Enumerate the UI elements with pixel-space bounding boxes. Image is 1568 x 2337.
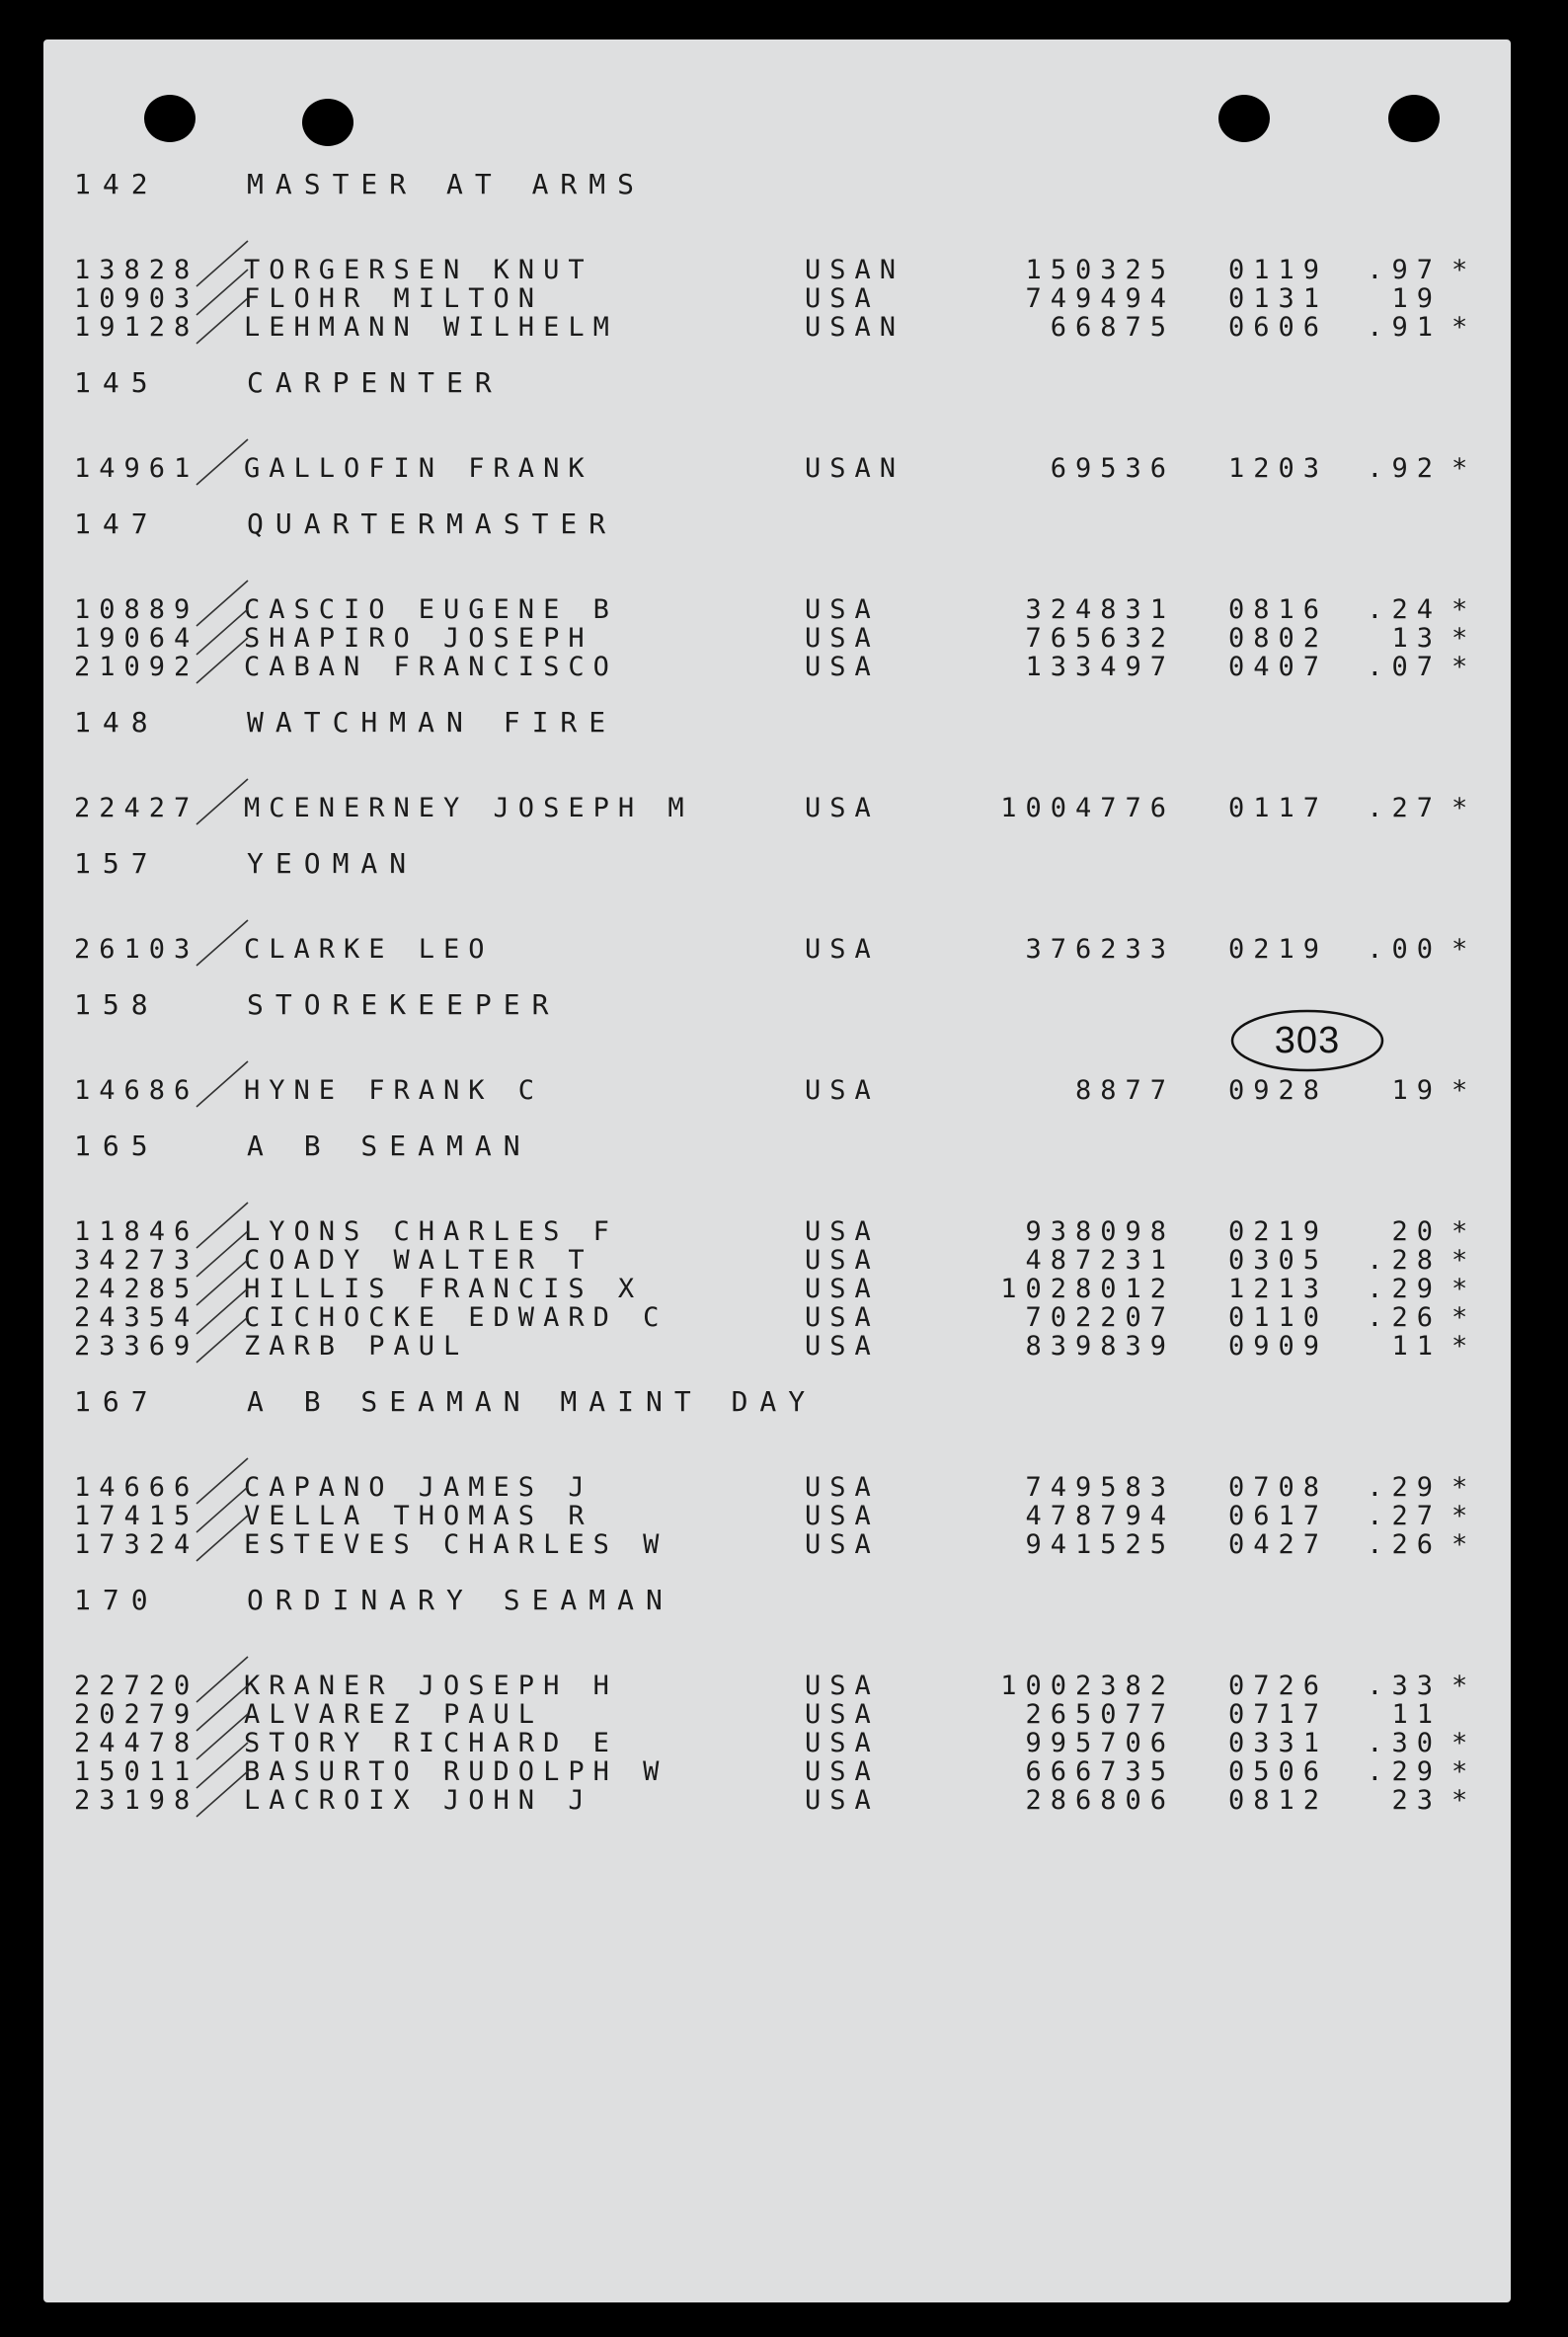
crew-id: 24478 bbox=[74, 1728, 199, 1758]
rate-value: 19 bbox=[1391, 283, 1442, 314]
crew-name: HILLIS FRANCIS X bbox=[244, 1274, 644, 1304]
section-header bbox=[74, 988, 1456, 1075]
rate-value: 20 bbox=[1391, 1216, 1442, 1247]
date-code: 0407 bbox=[1227, 652, 1328, 682]
rating-code: 158 bbox=[74, 988, 160, 1021]
status-mark: * bbox=[1451, 1529, 1477, 1560]
crew-row bbox=[74, 623, 1477, 654]
status-mark: * bbox=[1451, 623, 1477, 654]
section-header bbox=[74, 168, 1456, 255]
crew-row bbox=[74, 1472, 1477, 1503]
rate-value: .29 bbox=[1367, 1756, 1442, 1787]
crew-number: 702207 bbox=[1025, 1302, 1175, 1333]
crew-number: 487231 bbox=[1025, 1245, 1175, 1276]
crew-number: 69536 bbox=[1050, 453, 1175, 484]
date-code: 0427 bbox=[1227, 1529, 1328, 1560]
crew-name: CABAN FRANCISCO bbox=[244, 652, 618, 682]
citizenship: USA bbox=[805, 1785, 880, 1816]
crew-row bbox=[74, 312, 1477, 343]
crew-id: 21092 bbox=[74, 652, 199, 682]
citizenship: USAN bbox=[805, 255, 905, 285]
crew-name: LYONS CHARLES F bbox=[244, 1216, 618, 1247]
crew-id: 17415 bbox=[74, 1501, 199, 1531]
rating-title: A B SEAMAN MAINT DAY bbox=[247, 1385, 818, 1418]
crew-name: STORY RICHARD E bbox=[244, 1728, 618, 1758]
rating-code: 170 bbox=[74, 1584, 160, 1616]
status-mark: * bbox=[1451, 453, 1477, 484]
citizenship: USA bbox=[805, 1274, 880, 1304]
date-code: 0717 bbox=[1227, 1699, 1328, 1730]
crew-number: 478794 bbox=[1025, 1501, 1175, 1531]
date-code: 0506 bbox=[1227, 1756, 1328, 1787]
citizenship: USA bbox=[805, 1728, 880, 1758]
section-header bbox=[74, 1130, 1456, 1216]
crew-id: 14686 bbox=[74, 1075, 199, 1106]
crew-number: 666735 bbox=[1025, 1756, 1175, 1787]
section-header bbox=[74, 507, 1456, 594]
citizenship: USA bbox=[805, 1216, 880, 1247]
citizenship: USA bbox=[805, 1472, 880, 1503]
crew-name: SHAPIRO JOSEPH bbox=[244, 623, 593, 654]
crew-name: HYNE FRANK C bbox=[244, 1075, 544, 1106]
status-mark: * bbox=[1451, 934, 1477, 965]
section-header bbox=[74, 847, 1456, 934]
crew-row bbox=[74, 1529, 1477, 1560]
rate-value: .29 bbox=[1367, 1472, 1442, 1503]
rating-section bbox=[74, 507, 1477, 682]
crew-row bbox=[74, 453, 1477, 484]
crew-id: 14961 bbox=[74, 453, 199, 484]
crew-number: 749583 bbox=[1025, 1472, 1175, 1503]
rate-value: .33 bbox=[1367, 1671, 1442, 1701]
date-code: 0802 bbox=[1227, 623, 1328, 654]
rating-code: 148 bbox=[74, 706, 160, 739]
crew-row bbox=[74, 793, 1477, 823]
rating-section bbox=[74, 366, 1477, 484]
crew-row bbox=[74, 934, 1477, 965]
date-code: 0909 bbox=[1227, 1331, 1328, 1362]
date-code: 0219 bbox=[1227, 1216, 1328, 1247]
rating-code: 165 bbox=[74, 1130, 160, 1162]
punch-hole bbox=[1388, 95, 1440, 142]
crew-row bbox=[74, 255, 1477, 285]
rate-value: 11 bbox=[1391, 1331, 1442, 1362]
crew-id: 13828 bbox=[74, 255, 199, 285]
crew-name: COADY WALTER T bbox=[244, 1245, 593, 1276]
punch-hole bbox=[302, 99, 353, 146]
crew-id: 10903 bbox=[74, 283, 199, 314]
crew-number: 66875 bbox=[1050, 312, 1175, 343]
citizenship: USA bbox=[805, 1699, 880, 1730]
date-code: 0119 bbox=[1227, 255, 1328, 285]
date-code: 0812 bbox=[1227, 1785, 1328, 1816]
crew-number: 324831 bbox=[1025, 594, 1175, 625]
date-code: 0219 bbox=[1227, 934, 1328, 965]
status-mark: * bbox=[1451, 1728, 1477, 1758]
rate-value: .07 bbox=[1367, 652, 1442, 682]
stamp-number: 303 bbox=[1274, 1020, 1341, 1061]
crew-id: 24285 bbox=[74, 1274, 199, 1304]
date-code: 0606 bbox=[1227, 312, 1328, 343]
crew-name: GALLOFIN FRANK bbox=[244, 453, 593, 484]
rate-value: 13 bbox=[1391, 623, 1442, 654]
rating-title: MASTER AT ARMS bbox=[247, 168, 647, 200]
crew-number: 376233 bbox=[1025, 934, 1175, 965]
citizenship: USA bbox=[805, 652, 880, 682]
rating-section bbox=[74, 1130, 1477, 1362]
section-header bbox=[74, 706, 1456, 793]
crew-name: ALVAREZ PAUL bbox=[244, 1699, 544, 1730]
date-code: 0305 bbox=[1227, 1245, 1328, 1276]
citizenship: USA bbox=[805, 1671, 880, 1701]
crew-number: 8877 bbox=[1074, 1075, 1175, 1106]
crew-name: CLARKE LEO bbox=[244, 934, 494, 965]
rating-code: 145 bbox=[74, 366, 160, 399]
crew-number: 938098 bbox=[1025, 1216, 1175, 1247]
rate-value: .26 bbox=[1367, 1529, 1442, 1560]
crew-name: BASURTO RUDOLPH W bbox=[244, 1756, 668, 1787]
crew-row bbox=[74, 1785, 1477, 1816]
status-mark: * bbox=[1451, 1501, 1477, 1531]
crew-row bbox=[74, 1671, 1477, 1701]
status-mark: * bbox=[1451, 594, 1477, 625]
section-header bbox=[74, 1385, 1456, 1472]
crew-name: ESTEVES CHARLES W bbox=[244, 1529, 668, 1560]
crew-number: 995706 bbox=[1025, 1728, 1175, 1758]
citizenship: USA bbox=[805, 1501, 880, 1531]
crew-row bbox=[74, 594, 1477, 625]
status-mark: * bbox=[1451, 1756, 1477, 1787]
section-header bbox=[74, 366, 1456, 453]
crew-row bbox=[74, 652, 1477, 682]
rating-title: ORDINARY SEAMAN bbox=[247, 1584, 674, 1616]
crew-id: 14666 bbox=[74, 1472, 199, 1503]
crew-name: VELLA THOMAS R bbox=[244, 1501, 593, 1531]
crew-id: 34273 bbox=[74, 1245, 199, 1276]
crew-number: 265077 bbox=[1025, 1699, 1175, 1730]
citizenship: USA bbox=[805, 1075, 880, 1106]
crew-number: 1002382 bbox=[1000, 1671, 1175, 1701]
crew-id: 19064 bbox=[74, 623, 199, 654]
crew-number: 133497 bbox=[1025, 652, 1175, 682]
rating-title: QUARTERMASTER bbox=[247, 507, 618, 540]
crew-name: LACROIX JOHN J bbox=[244, 1785, 593, 1816]
crew-row bbox=[74, 1501, 1477, 1531]
rating-section bbox=[74, 706, 1477, 823]
crew-row bbox=[74, 1302, 1477, 1333]
crew-number: 765632 bbox=[1025, 623, 1175, 654]
crew-id: 24354 bbox=[74, 1302, 199, 1333]
crew-name: CICHOCKE EDWARD C bbox=[244, 1302, 668, 1333]
date-code: 1213 bbox=[1227, 1274, 1328, 1304]
date-code: 0726 bbox=[1227, 1671, 1328, 1701]
rate-value: .27 bbox=[1367, 1501, 1442, 1531]
crew-row bbox=[74, 1756, 1477, 1787]
rate-value: 11 bbox=[1391, 1699, 1442, 1730]
status-mark: * bbox=[1451, 1472, 1477, 1503]
date-code: 0131 bbox=[1227, 283, 1328, 314]
citizenship: USA bbox=[805, 283, 880, 314]
crew-row bbox=[74, 283, 1456, 312]
status-mark: * bbox=[1451, 1785, 1477, 1816]
rate-value: .97 bbox=[1367, 255, 1442, 285]
crew-name: MCENERNEY JOSEPH M bbox=[244, 793, 693, 823]
date-code: 0110 bbox=[1227, 1302, 1328, 1333]
crew-row bbox=[74, 1245, 1477, 1276]
crew-name: CASCIO EUGENE B bbox=[244, 594, 618, 625]
rating-title: YEOMAN bbox=[247, 847, 419, 880]
date-code: 0117 bbox=[1227, 793, 1328, 823]
citizenship: USAN bbox=[805, 312, 905, 343]
rate-value: .00 bbox=[1367, 934, 1442, 965]
crew-number: 1004776 bbox=[1000, 793, 1175, 823]
section-header bbox=[74, 1584, 1456, 1671]
rate-value: .28 bbox=[1367, 1245, 1442, 1276]
crew-name: KRANER JOSEPH H bbox=[244, 1671, 618, 1701]
rate-value: .24 bbox=[1367, 594, 1442, 625]
crew-id: 15011 bbox=[74, 1756, 199, 1787]
rating-section bbox=[74, 988, 1477, 1106]
rating-code: 147 bbox=[74, 507, 160, 540]
date-code: 0708 bbox=[1227, 1472, 1328, 1503]
crew-name: CAPANO JAMES J bbox=[244, 1472, 593, 1503]
date-code: 0617 bbox=[1227, 1501, 1328, 1531]
crew-number: 150325 bbox=[1025, 255, 1175, 285]
rate-value: 23 bbox=[1391, 1785, 1442, 1816]
status-mark: * bbox=[1451, 1331, 1477, 1362]
rate-value: .92 bbox=[1367, 453, 1442, 484]
crew-id: 23369 bbox=[74, 1331, 199, 1362]
rate-value: 19 bbox=[1391, 1075, 1442, 1106]
crew-name: LEHMANN WILHELM bbox=[244, 312, 618, 343]
rate-value: .30 bbox=[1367, 1728, 1442, 1758]
crew-id: 23198 bbox=[74, 1785, 199, 1816]
rating-code: 157 bbox=[74, 847, 160, 880]
crew-number: 839839 bbox=[1025, 1331, 1175, 1362]
crew-id: 10889 bbox=[74, 594, 199, 625]
status-mark: * bbox=[1451, 793, 1477, 823]
rating-section bbox=[74, 1385, 1477, 1560]
rate-value: .26 bbox=[1367, 1302, 1442, 1333]
rating-title: STOREKEEPER bbox=[247, 988, 561, 1021]
crew-name: TORGERSEN KNUT bbox=[244, 255, 593, 285]
rate-value: .27 bbox=[1367, 793, 1442, 823]
citizenship: USA bbox=[805, 1245, 880, 1276]
citizenship: USAN bbox=[805, 453, 905, 484]
crew-row bbox=[74, 1216, 1477, 1247]
punch-hole bbox=[1218, 95, 1270, 142]
citizenship: USA bbox=[805, 1302, 880, 1333]
crew-id: 26103 bbox=[74, 934, 199, 965]
crew-row bbox=[74, 1075, 1477, 1106]
rating-section bbox=[74, 847, 1477, 965]
crew-number: 286806 bbox=[1025, 1785, 1175, 1816]
rating-title: A B SEAMAN bbox=[247, 1130, 532, 1162]
crew-id: 22427 bbox=[74, 793, 199, 823]
status-mark: * bbox=[1451, 1671, 1477, 1701]
date-code: 0331 bbox=[1227, 1728, 1328, 1758]
rating-section bbox=[74, 1584, 1477, 1816]
crew-id: 19128 bbox=[74, 312, 199, 343]
rating-section bbox=[74, 168, 1477, 343]
date-code: 1203 bbox=[1227, 453, 1328, 484]
crew-roster bbox=[74, 168, 1477, 1816]
crew-row bbox=[74, 1699, 1456, 1728]
status-mark: * bbox=[1451, 1245, 1477, 1276]
citizenship: USA bbox=[805, 1756, 880, 1787]
rating-code: 167 bbox=[74, 1385, 160, 1418]
date-code: 0928 bbox=[1227, 1075, 1328, 1106]
crew-row bbox=[74, 1331, 1477, 1362]
date-code: 0816 bbox=[1227, 594, 1328, 625]
crew-id: 17324 bbox=[74, 1529, 199, 1560]
citizenship: USA bbox=[805, 623, 880, 654]
crew-row bbox=[74, 1728, 1477, 1758]
crew-number: 941525 bbox=[1025, 1529, 1175, 1560]
crew-number: 749494 bbox=[1025, 283, 1175, 314]
rate-value: .29 bbox=[1367, 1274, 1442, 1304]
rating-title: WATCHMAN FIRE bbox=[247, 706, 618, 739]
crew-row bbox=[74, 1274, 1477, 1304]
status-mark: * bbox=[1451, 255, 1477, 285]
punch-hole bbox=[144, 95, 196, 142]
rating-code: 142 bbox=[74, 168, 160, 200]
crew-name: FLOHR MILTON bbox=[244, 283, 544, 314]
crew-name: ZARB PAUL bbox=[244, 1331, 469, 1362]
citizenship: USA bbox=[805, 934, 880, 965]
status-mark: * bbox=[1451, 1274, 1477, 1304]
status-mark: * bbox=[1451, 312, 1477, 343]
rate-value: .91 bbox=[1367, 312, 1442, 343]
citizenship: USA bbox=[805, 1529, 880, 1560]
crew-id: 20279 bbox=[74, 1699, 199, 1730]
rating-title: CARPENTER bbox=[247, 366, 504, 399]
crew-number: 1028012 bbox=[1000, 1274, 1175, 1304]
crew-id: 11846 bbox=[74, 1216, 199, 1247]
crew-id: 22720 bbox=[74, 1671, 199, 1701]
status-mark: * bbox=[1451, 1216, 1477, 1247]
citizenship: USA bbox=[805, 594, 880, 625]
citizenship: USA bbox=[805, 1331, 880, 1362]
status-mark: * bbox=[1451, 1075, 1477, 1106]
status-mark: * bbox=[1451, 1302, 1477, 1333]
citizenship: USA bbox=[805, 793, 880, 823]
status-mark: * bbox=[1451, 652, 1477, 682]
